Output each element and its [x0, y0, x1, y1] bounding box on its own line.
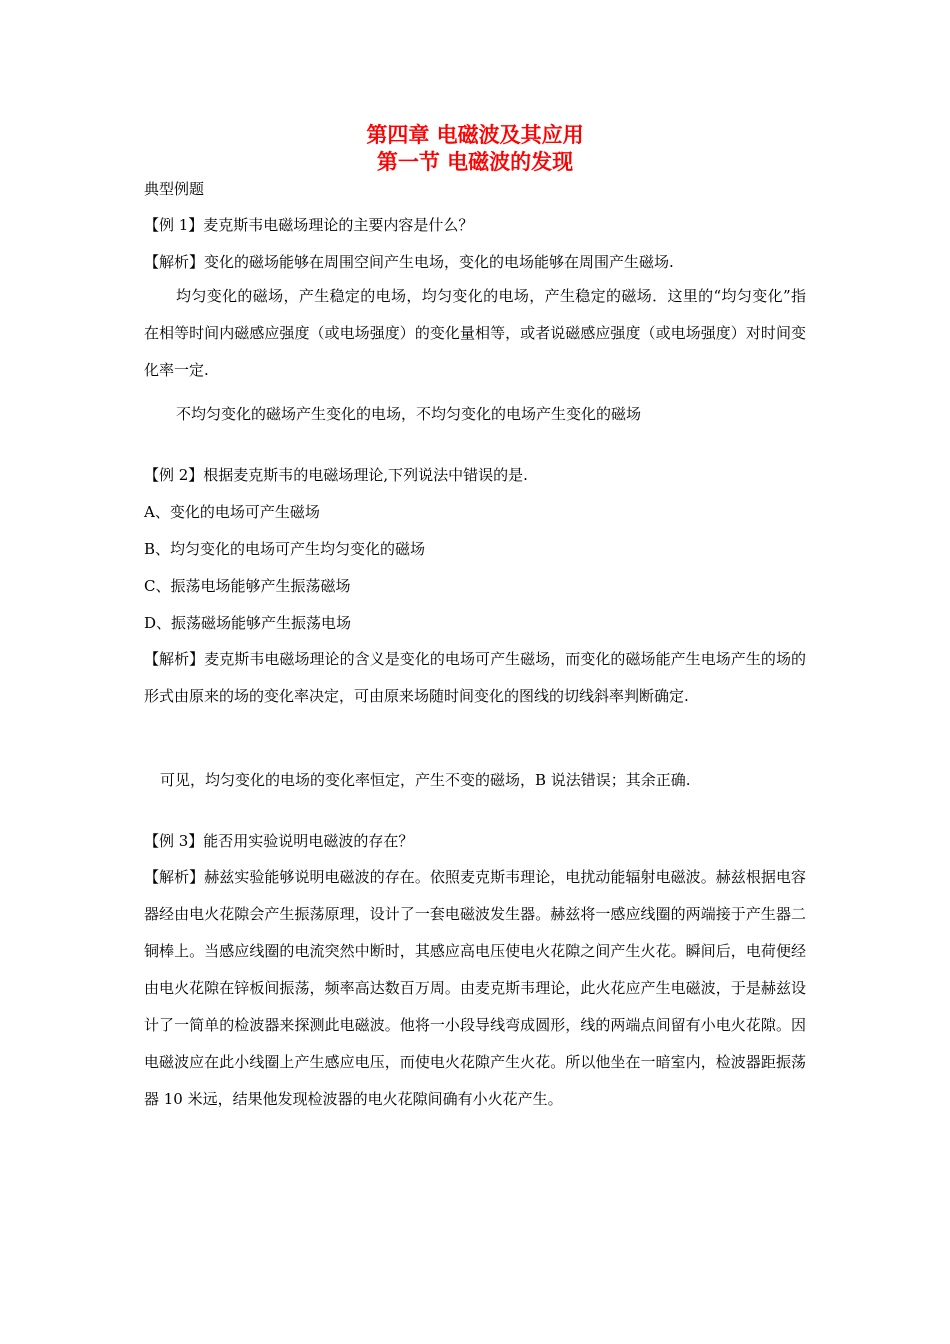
example-2-option-c: C、振荡电场能够产生振荡磁场: [144, 577, 351, 595]
example-3-answer: 【解析】赫兹实验能够说明电磁波的存在。依照麦克斯韦理论，电扰动能辐射电磁波。赫兹根据电容器经由电火花隙会产生振荡原理，设计了一套电磁波发生器。赫兹将一感应线圈的两端接于产生器二铜棒上。当感应线圈的电流突然中断时，其感应高电压使电火花隙之间产生火花。瞬间后，电荷便经由电火花隙在锌板间振荡，频率高达数百万周。由麦克斯韦理论，此火花应产生电磁波，于是赫兹设计了一简单的检波器来探测此电磁波。他将一小段导线弯成圆形，线的两端点间留有小电火花隙。因电磁波应在此小线圈上产生感应电压，而使电火花隙产生火花。所以他坐在一暗室内，检波器距振荡器 10 米远，结果他发现检波器的电火花隙间确有小火花产生。: [144, 868, 806, 1108]
example-1-question: 【例 1】麦克斯韦电磁场理论的主要内容是什么？: [144, 216, 474, 234]
chapter-title: 第四章 电磁波及其应用: [366, 122, 584, 147]
example-1-answer: 【解析】变化的磁场能够在周围空间产生电场，变化的电场能够在周围产生磁场.: [144, 253, 674, 271]
section-title: 第一节 电磁波的发现: [376, 149, 574, 174]
example-2-option-a: A、变化的电场可产生磁场: [144, 503, 320, 521]
example-1-paragraph-3: 不均匀变化的磁场产生变化的电场，不均匀变化的电场产生变化的磁场: [176, 405, 642, 423]
example-1-paragraph-2: 均匀变化的磁场，产生稳定的电场，均匀变化的电场，产生稳定的磁场．这里的“均匀变化”指在相等时间内磁感应强度（或电场强度）的变化量相等，或者说磁感应强度（或电场强度）对时间变化率一定.: [144, 287, 806, 379]
example-2-option-d: D、振荡磁场能够产生振荡电场: [144, 614, 352, 632]
example-2-paragraph-2: 可见，均匀变化的电场的变化率恒定，产生不变的磁场，B 说法错误；其余正确.: [160, 771, 691, 789]
example-2-question: 【例 2】根据麦克斯韦的电磁场理论,下列说法中错误的是.: [144, 466, 528, 484]
example-3-question: 【例 3】能否用实验说明电磁波的存在？: [144, 832, 414, 850]
example-2-answer: 【解析】麦克斯韦电磁场理论的含义是变化的电场可产生磁场，而变化的磁场能产生电场产生的场的形式由原来的场的变化率决定，可由原来场随时间变化的图线的切线斜率判断确定.: [144, 650, 806, 705]
example-2-option-b: B、均匀变化的电场可产生均匀变化的磁场: [144, 540, 426, 558]
section-label: 典型例题: [144, 180, 205, 198]
